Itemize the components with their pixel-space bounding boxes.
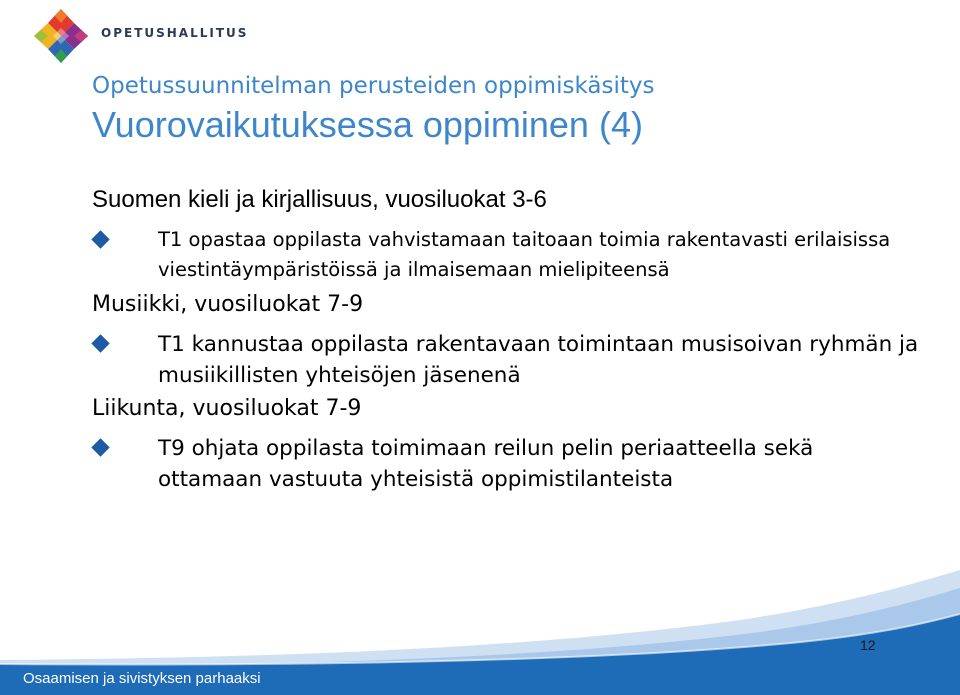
list-item (92, 225, 922, 285)
footer-tagline: Osaamisen ja sivistyksen parhaaksi (23, 670, 261, 687)
list-item-text: T9 ohjata oppilasta toimimaan reilun pelin periaatteella sekä ottamaan vastuuta yhteisistä oppimistilanteista (158, 436, 814, 492)
org-name: OPETUSHALLITUS (101, 26, 249, 40)
list-item (92, 329, 922, 391)
slide-supertitle: Opetussuunnitelman perusteiden oppimiskäsitys (92, 73, 655, 99)
list-item-text: T1 opastaa oppilasta vahvistamaan taitoaan toimia rakentavasti erilaisissa viestintäympäristöissä ja ilmaisemaan mielipiteensä (158, 228, 891, 281)
section-heading: Liikunta, vuosiluokat 7-9 (92, 396, 362, 421)
opetushallitus-logo-icon (30, 8, 92, 64)
list-item (92, 433, 922, 495)
section-heading: Suomen kieli ja kirjallisuus, vuosiluokat 3-6 (92, 186, 547, 213)
diamond-bullet-icon (91, 334, 109, 352)
diamond-bullet-icon (91, 438, 109, 456)
list-item-text: T1 kannustaa oppilasta rakentavaan toimintaan musisoivan ryhmän ja musiikillisten yhteisöjen jäsenenä (158, 332, 919, 388)
slide-title: Vuorovaikutuksessa oppiminen (4) (92, 104, 643, 145)
page-number: 12 (860, 637, 876, 653)
slide-content (92, 183, 922, 497)
section-heading: Musiikki, vuosiluokat 7-9 (92, 292, 364, 317)
diamond-bullet-icon (91, 230, 109, 248)
